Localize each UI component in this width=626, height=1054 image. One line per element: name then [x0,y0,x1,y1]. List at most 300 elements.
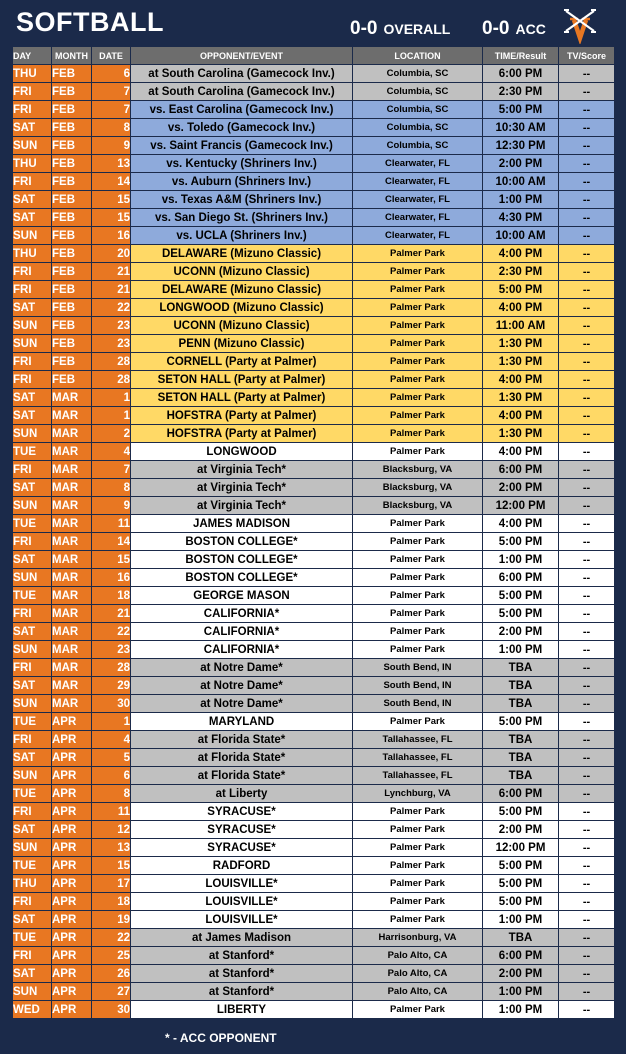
game-tv: -- [559,983,615,1001]
game-date: 28 [92,353,131,371]
game-tv: -- [559,839,615,857]
game-tv: -- [559,551,615,569]
game-date: 14 [92,533,131,551]
game-location: Palmer Park [353,713,483,731]
game-tv: -- [559,965,615,983]
game-location: Clearwater, FL [353,191,483,209]
game-opponent: DELAWARE (Mizuno Classic) [131,281,353,299]
table-row [13,155,615,173]
game-day: SUN [13,839,52,857]
overall-record-value: 0-0 [350,18,378,39]
game-month: MAR [52,587,92,605]
game-tv: -- [559,695,615,713]
game-time: TBA [483,929,559,947]
game-date: 6 [92,65,131,83]
game-tv: -- [559,317,615,335]
table-row [13,425,615,443]
game-time: 6:00 PM [483,947,559,965]
game-day: FRI [13,173,52,191]
game-day: SUN [13,335,52,353]
game-day: SAT [13,911,52,929]
game-opponent: GEORGE MASON [131,587,353,605]
game-day: TUE [13,443,52,461]
game-day: FRI [13,731,52,749]
acc-record-value: 0-0 [482,18,510,39]
game-date: 9 [92,137,131,155]
game-day: SUN [13,641,52,659]
game-date: 11 [92,803,131,821]
game-day: FRI [13,263,52,281]
table-row [13,731,615,749]
game-time: 5:00 PM [483,875,559,893]
game-day: THU [13,245,52,263]
table-row [13,65,615,83]
table-row [13,137,615,155]
game-time: TBA [483,767,559,785]
game-opponent: BOSTON COLLEGE* [131,569,353,587]
game-time: 1:30 PM [483,425,559,443]
game-month: FEB [52,245,92,263]
header [0,0,626,46]
game-time: 10:00 AM [483,227,559,245]
game-tv: -- [559,767,615,785]
game-date: 8 [92,785,131,803]
game-month: APR [52,803,92,821]
game-time: 5:00 PM [483,587,559,605]
game-location: Palmer Park [353,407,483,425]
header-row [13,47,615,65]
col-header-day: DAY [13,47,52,65]
table-row [13,821,615,839]
overall-record-label: OVERALL [383,21,451,37]
table-row [13,83,615,101]
table-row [13,173,615,191]
game-date: 8 [92,119,131,137]
game-date: 21 [92,605,131,623]
game-tv: -- [559,65,615,83]
game-opponent: BOSTON COLLEGE* [131,551,353,569]
game-opponent: at James Madison [131,929,353,947]
game-opponent: CALIFORNIA* [131,641,353,659]
game-day: FRI [13,281,52,299]
game-month: MAR [52,425,92,443]
game-time: 2:00 PM [483,155,559,173]
game-day: TUE [13,587,52,605]
table-row [13,587,615,605]
game-location: Palmer Park [353,1001,483,1019]
game-time: 5:00 PM [483,857,559,875]
game-month: MAR [52,569,92,587]
game-date: 20 [92,245,131,263]
table-row [13,713,615,731]
col-header-tv: TV/Score [559,47,615,65]
game-time: 6:00 PM [483,785,559,803]
game-opponent: vs. East Carolina (Gamecock Inv.) [131,101,353,119]
game-time: 1:00 PM [483,191,559,209]
game-time: 10:00 AM [483,173,559,191]
game-day: FRI [13,605,52,623]
game-opponent: DELAWARE (Mizuno Classic) [131,245,353,263]
table-row [13,281,615,299]
game-time: 12:00 PM [483,497,559,515]
game-month: APR [52,875,92,893]
game-month: FEB [52,65,92,83]
game-date: 18 [92,587,131,605]
game-day: SUN [13,767,52,785]
game-month: APR [52,857,92,875]
game-date: 2 [92,425,131,443]
game-opponent: vs. Saint Francis (Gamecock Inv.) [131,137,353,155]
game-tv: -- [559,641,615,659]
game-tv: -- [559,731,615,749]
game-month: MAR [52,407,92,425]
table-row [13,605,615,623]
table-row [13,623,615,641]
game-time: TBA [483,749,559,767]
page-title: SOFTBALL [16,7,164,37]
game-date: 28 [92,371,131,389]
game-day: FRI [13,371,52,389]
table-row [13,533,615,551]
game-tv: -- [559,587,615,605]
game-tv: -- [559,173,615,191]
game-time: 10:30 AM [483,119,559,137]
game-location: Columbia, SC [353,119,483,137]
game-location: Clearwater, FL [353,155,483,173]
game-opponent: UCONN (Mizuno Classic) [131,317,353,335]
game-opponent: PENN (Mizuno Classic) [131,335,353,353]
game-month: FEB [52,227,92,245]
game-date: 12 [92,821,131,839]
game-tv: -- [559,299,615,317]
game-date: 25 [92,947,131,965]
game-date: 15 [92,551,131,569]
table-row [13,461,615,479]
game-opponent: at Virginia Tech* [131,497,353,515]
game-opponent: SYRACUSE* [131,821,353,839]
game-tv: -- [559,893,615,911]
game-location: Palmer Park [353,335,483,353]
game-opponent: CALIFORNIA* [131,623,353,641]
game-month: FEB [52,101,92,119]
game-time: 1:30 PM [483,335,559,353]
game-location: Palmer Park [353,425,483,443]
game-month: FEB [52,317,92,335]
table-row [13,767,615,785]
game-time: 2:00 PM [483,479,559,497]
game-location: Tallahassee, FL [353,767,483,785]
table-row [13,515,615,533]
game-time: 2:30 PM [483,83,559,101]
game-time: 1:30 PM [483,389,559,407]
game-tv: -- [559,677,615,695]
table-row [13,659,615,677]
game-tv: -- [559,191,615,209]
game-location: Palmer Park [353,263,483,281]
table-row [13,875,615,893]
game-opponent: BOSTON COLLEGE* [131,533,353,551]
game-opponent: SETON HALL (Party at Palmer) [131,371,353,389]
game-day: SAT [13,191,52,209]
game-time: 1:00 PM [483,1001,559,1019]
game-location: Blacksburg, VA [353,497,483,515]
col-header-month: MONTH [52,47,92,65]
game-location: Palmer Park [353,371,483,389]
game-day: SAT [13,407,52,425]
table-row [13,263,615,281]
game-opponent: RADFORD [131,857,353,875]
game-opponent: LONGWOOD [131,443,353,461]
game-location: South Bend, IN [353,695,483,713]
table-row [13,749,615,767]
game-date: 13 [92,155,131,173]
game-date: 15 [92,209,131,227]
game-tv: -- [559,911,615,929]
game-tv: -- [559,515,615,533]
game-day: THU [13,65,52,83]
game-month: APR [52,749,92,767]
game-date: 19 [92,911,131,929]
game-tv: -- [559,821,615,839]
acc-record [482,18,546,40]
game-tv: -- [559,875,615,893]
game-day: SAT [13,299,52,317]
game-month: MAR [52,659,92,677]
col-header-time: TIME/Result [483,47,559,65]
game-month: APR [52,713,92,731]
game-time: 6:00 PM [483,461,559,479]
game-day: TUE [13,785,52,803]
game-opponent: vs. Texas A&M (Shriners Inv.) [131,191,353,209]
game-month: MAR [52,443,92,461]
game-month: APR [52,929,92,947]
game-opponent: at Notre Dame* [131,659,353,677]
game-day: FRI [13,659,52,677]
game-location: South Bend, IN [353,677,483,695]
game-month: APR [52,947,92,965]
table-row [13,983,615,1001]
game-time: TBA [483,659,559,677]
game-time: 4:00 PM [483,443,559,461]
game-month: APR [52,767,92,785]
game-date: 7 [92,83,131,101]
table-row [13,1001,615,1019]
game-date: 21 [92,263,131,281]
table-row [13,569,615,587]
game-tv: -- [559,83,615,101]
game-time: 6:00 PM [483,65,559,83]
game-day: SUN [13,425,52,443]
game-date: 8 [92,479,131,497]
game-time: 4:30 PM [483,209,559,227]
game-month: MAR [52,389,92,407]
game-time: 2:30 PM [483,263,559,281]
game-location: Palmer Park [353,299,483,317]
table-row [13,227,615,245]
game-opponent: vs. UCLA (Shriners Inv.) [131,227,353,245]
game-location: Columbia, SC [353,65,483,83]
table-row [13,551,615,569]
game-tv: -- [559,137,615,155]
game-location: Palmer Park [353,551,483,569]
game-location: South Bend, IN [353,659,483,677]
game-opponent: at Virginia Tech* [131,479,353,497]
table-row [13,497,615,515]
game-day: SUN [13,137,52,155]
game-tv: -- [559,119,615,137]
game-day: TUE [13,713,52,731]
game-month: MAR [52,551,92,569]
game-month: MAR [52,641,92,659]
game-location: Palmer Park [353,641,483,659]
game-date: 13 [92,839,131,857]
game-tv: -- [559,443,615,461]
game-month: MAR [52,497,92,515]
game-month: FEB [52,299,92,317]
game-location: Palmer Park [353,443,483,461]
game-day: THU [13,155,52,173]
game-date: 16 [92,569,131,587]
overall-record [350,18,450,40]
game-month: FEB [52,281,92,299]
game-opponent: JAMES MADISON [131,515,353,533]
game-date: 18 [92,893,131,911]
game-tv: -- [559,101,615,119]
game-time: 5:00 PM [483,893,559,911]
game-opponent: at Liberty [131,785,353,803]
game-day: SUN [13,695,52,713]
game-tv: -- [559,407,615,425]
game-time: 4:00 PM [483,299,559,317]
game-date: 11 [92,515,131,533]
game-opponent: SYRACUSE* [131,803,353,821]
game-opponent: CORNELL (Party at Palmer) [131,353,353,371]
game-date: 6 [92,767,131,785]
game-opponent: HOFSTRA (Party at Palmer) [131,425,353,443]
game-time: 5:00 PM [483,803,559,821]
game-month: FEB [52,209,92,227]
game-month: MAR [52,623,92,641]
game-location: Tallahassee, FL [353,749,483,767]
game-day: FRI [13,533,52,551]
game-opponent: HOFSTRA (Party at Palmer) [131,407,353,425]
acc-record-label: ACC [515,21,546,37]
game-opponent: SYRACUSE* [131,839,353,857]
game-month: FEB [52,371,92,389]
table-row [13,965,615,983]
game-opponent: at Stanford* [131,965,353,983]
game-day: SAT [13,119,52,137]
game-month: APR [52,731,92,749]
game-month: APR [52,911,92,929]
game-tv: -- [559,929,615,947]
game-date: 5 [92,749,131,767]
game-tv: -- [559,1001,615,1019]
game-tv: -- [559,245,615,263]
game-tv: -- [559,533,615,551]
game-time: 4:00 PM [483,515,559,533]
table-row [13,299,615,317]
game-tv: -- [559,389,615,407]
game-opponent: at Florida State* [131,767,353,785]
table-row [13,191,615,209]
table-row [13,911,615,929]
game-opponent: vs. Toledo (Gamecock Inv.) [131,119,353,137]
game-location: Palmer Park [353,245,483,263]
game-day: SAT [13,551,52,569]
game-date: 23 [92,317,131,335]
game-date: 9 [92,497,131,515]
game-location: Columbia, SC [353,83,483,101]
col-header-opponent: OPPONENT/EVENT [131,47,353,65]
game-month: FEB [52,137,92,155]
game-time: 11:00 AM [483,317,559,335]
table-row [13,335,615,353]
game-time: 4:00 PM [483,407,559,425]
game-opponent: vs. Kentucky (Shriners Inv.) [131,155,353,173]
game-date: 4 [92,731,131,749]
game-date: 23 [92,335,131,353]
game-location: Palmer Park [353,389,483,407]
game-opponent: vs. San Diego St. (Shriners Inv.) [131,209,353,227]
game-opponent: LONGWOOD (Mizuno Classic) [131,299,353,317]
table-row [13,695,615,713]
game-opponent: at Florida State* [131,731,353,749]
game-tv: -- [559,461,615,479]
game-day: FRI [13,803,52,821]
game-tv: -- [559,281,615,299]
game-month: FEB [52,83,92,101]
game-day: SAT [13,479,52,497]
game-date: 14 [92,173,131,191]
game-time: 2:00 PM [483,821,559,839]
col-header-date: DATE [92,47,131,65]
col-header-location: LOCATION [353,47,483,65]
game-tv: -- [559,353,615,371]
game-tv: -- [559,479,615,497]
game-day: SAT [13,209,52,227]
game-tv: -- [559,209,615,227]
game-month: FEB [52,155,92,173]
game-tv: -- [559,263,615,281]
game-location: Palmer Park [353,317,483,335]
game-opponent: LOUISVILLE* [131,875,353,893]
game-day: TUE [13,929,52,947]
game-time: 5:00 PM [483,605,559,623]
game-location: Palmer Park [353,803,483,821]
game-day: SAT [13,821,52,839]
game-opponent: at Stanford* [131,983,353,1001]
game-day: FRI [13,461,52,479]
table-row [13,209,615,227]
game-tv: -- [559,623,615,641]
game-tv: -- [559,425,615,443]
game-time: 1:00 PM [483,911,559,929]
game-date: 22 [92,623,131,641]
game-opponent: at Virginia Tech* [131,461,353,479]
game-tv: -- [559,857,615,875]
game-opponent: at Notre Dame* [131,695,353,713]
game-time: TBA [483,677,559,695]
game-tv: -- [559,227,615,245]
game-month: MAR [52,695,92,713]
game-tv: -- [559,155,615,173]
game-day: FRI [13,83,52,101]
game-time: 1:00 PM [483,983,559,1001]
game-day: SAT [13,749,52,767]
game-location: Palmer Park [353,893,483,911]
game-location: Lynchburg, VA [353,785,483,803]
